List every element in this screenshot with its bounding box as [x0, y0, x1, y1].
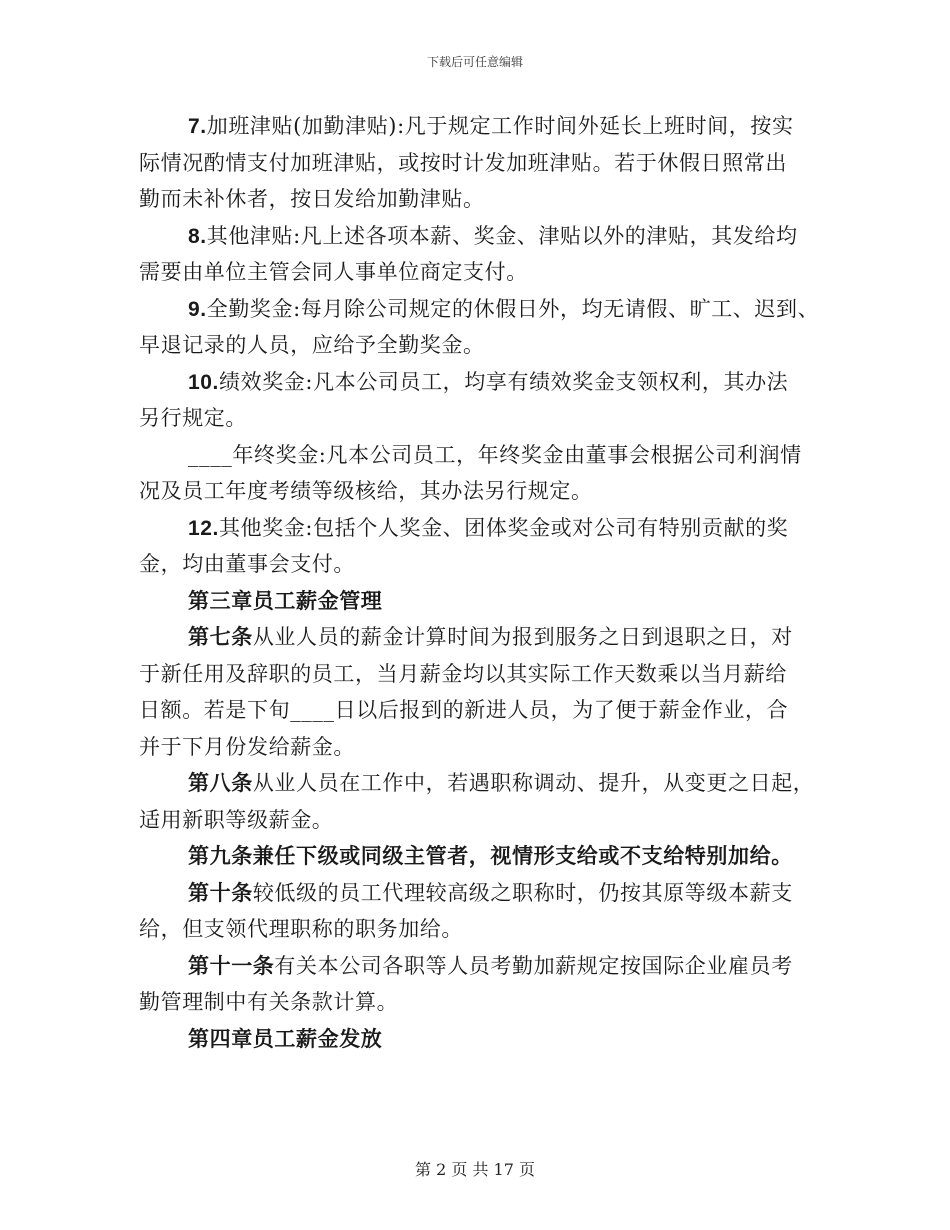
document-body: [139, 108, 829, 1057]
item-number: 10.: [188, 370, 219, 394]
paragraph-line: [139, 984, 829, 1021]
chapter-heading: [139, 1021, 829, 1058]
paragraph-line: [139, 802, 829, 839]
paragraph-line: [139, 692, 829, 729]
paragraph-line: [139, 437, 829, 474]
line-text: 适用新职等级薪金。: [139, 807, 334, 832]
line-text: 另行规定。: [139, 406, 247, 430]
article-label: 第十一条: [188, 952, 275, 978]
paragraph-line: [139, 875, 829, 912]
paragraph-line: [139, 729, 829, 766]
line-text: 并于下月份发给薪金。: [139, 734, 355, 759]
line-text: 绩效奖金:凡本公司员工，均享有绩效奖金支领权利，其办法: [219, 369, 789, 394]
chapter-title: 第四章员工薪金发放: [188, 1025, 383, 1051]
page-header-note: 下载后可任意编辑: [426, 55, 523, 69]
line-text: 勤管理制中有关条款计算。: [139, 990, 399, 1014]
line-text: 际情况酌情支付加班津贴，或按时计发加班津贴。若于休假日照常出: [139, 150, 787, 175]
paragraph-line: [139, 291, 829, 328]
paragraph-line: [139, 145, 829, 182]
paragraph-line: [139, 108, 829, 145]
page-number: 第 2 页 共 17 页: [415, 1160, 535, 1179]
line-text: 其他津贴:凡上述各项本薪、奖金、津贴以外的津贴，其发给均: [206, 223, 798, 248]
paragraph-line: [139, 327, 829, 364]
line-text: 早退记录的人员，应给予全勤奖金。: [139, 333, 485, 357]
item-number: 12.: [188, 516, 219, 540]
line-text: 其他奖金:包括个人奖金、团体奖金或对公司有特别贡献的奖: [219, 515, 789, 540]
item-number: 8.: [188, 224, 207, 248]
article-label: 第七条: [188, 624, 253, 649]
article-label: 第八条: [188, 770, 253, 795]
line-text: 给，但支领代理职称的职务加给。: [139, 917, 463, 941]
paragraph-line: [139, 765, 829, 802]
paragraph-line: [139, 838, 829, 875]
line-text: 从业人员的薪金计算时间为报到服务之日到退职之日，对: [252, 625, 793, 649]
line-text: 于新任用及辞职的员工，当月薪金均以其实际工作天数乘以当月薪给: [139, 661, 787, 686]
paragraph-line: [139, 218, 829, 255]
line-text: 加班津贴(加勤津贴):凡于规定工作时间外延长上班时间，按实: [206, 114, 794, 138]
line-text: 全勤奖金:每月除公司规定的休假日外，均无请假、旷工、迟到、: [206, 296, 820, 321]
line-text: 较低级的员工代理较高级之职称时，仍按其原等级本薪支: [252, 880, 793, 905]
paragraph-line: [139, 619, 829, 656]
article-label: 第十条: [188, 879, 253, 905]
item-number: 7.: [188, 115, 207, 138]
article-label: 第九条兼任下级或同级主管者，视情形支给或不支给特别加给。: [188, 843, 793, 868]
paragraph-line: [139, 364, 829, 401]
line-text: ____年终奖金:凡本公司员工，年终奖金由董事会根据公司利润情: [188, 442, 802, 467]
paragraph-line: [139, 911, 829, 948]
paragraph-line: [139, 181, 829, 218]
paragraph-line: [139, 546, 829, 583]
chapter-heading: [139, 583, 829, 620]
line-text: 需要由单位主管会同人事单位商定支付。: [139, 260, 528, 284]
chapter-title: 第三章员工薪金管理: [188, 587, 383, 613]
line-text: 日额。若是下旬____日以后报到的新进人员，为了便于薪金作业，合: [139, 698, 789, 722]
item-number: 9.: [188, 297, 207, 321]
paragraph-line: [139, 948, 829, 985]
paragraph-line: [139, 473, 829, 510]
paragraph-line: [139, 510, 829, 547]
line-text: 勤而未补休者，按日发给加勤津贴。: [139, 187, 485, 211]
paragraph-line: [139, 254, 829, 291]
line-text: 从业人员在工作中，若遇职称调动、提升，从变更之日起，: [252, 771, 815, 795]
paragraph-line: [139, 400, 829, 437]
paragraph-line: [139, 656, 829, 693]
line-text: 金，均由董事会支付。: [139, 552, 355, 576]
line-text: 况及员工年度考绩等级核给，其办法另行规定。: [139, 479, 593, 503]
line-text: 有关本公司各职等人员考勤加薪规定按国际企业雇员考: [274, 953, 793, 978]
